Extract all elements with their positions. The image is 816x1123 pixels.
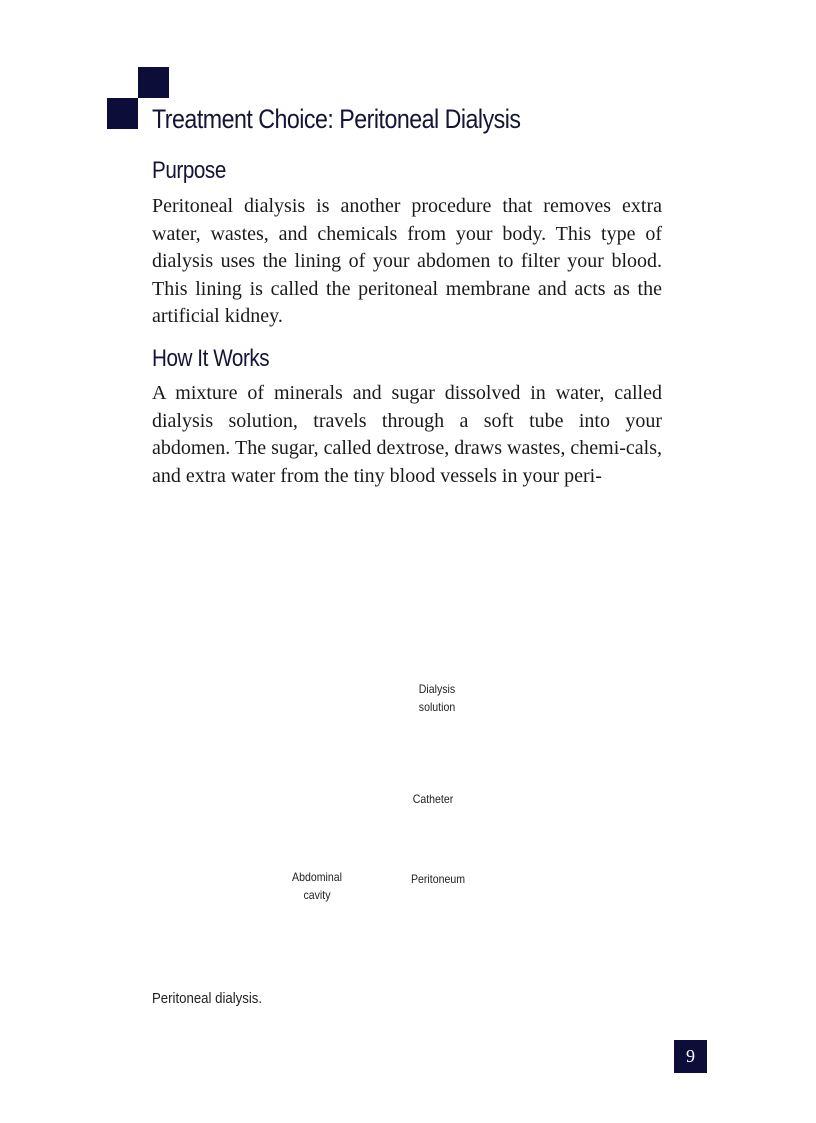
peritoneum-label: Peritoneum <box>410 872 466 886</box>
how-it-works-paragraph: A mixture of minerals and sugar dissolved in water, called dialysis solution, travels through a soft tube into your abdomen. The sugar, called dextrose, draws wastes, chemi-cals, and extra water from the tiny blood vessels in your peri- <box>152 382 662 487</box>
dialysis-solution-label-line2: solution <box>418 700 456 714</box>
dialysis-solution-label-line1: Dialysis <box>418 682 456 696</box>
page-number: 9 <box>686 1046 695 1066</box>
figure-caption: Peritoneal dialysis. <box>152 990 263 1007</box>
decorative-square-top <box>138 67 169 98</box>
peritoneal-dialysis-figure <box>152 500 712 980</box>
abdominal-cavity-label-line2: cavity <box>303 888 331 902</box>
purpose-heading: Purpose <box>152 157 226 184</box>
purpose-paragraph: Peritoneal dialysis is another procedure that removes extra water, wastes, and chemicals from your body. This type of dialysis uses the lining of your abdomen to filter your blood. This lining is called the peritoneal membrane and acts as the artificial kidney. <box>152 195 662 327</box>
abdominal-cavity-label-line1: Abdominal <box>292 870 342 884</box>
page-number-badge <box>674 1040 707 1073</box>
dialysis-solution-label <box>410 680 465 716</box>
catheter-label: Catheter <box>412 792 454 806</box>
decorative-square-bottom <box>107 98 138 129</box>
page-title: Treatment Choice: Peritoneal Dialysis <box>152 104 521 134</box>
how-it-works-heading: How It Works <box>152 345 270 372</box>
abdominal-cavity-label <box>286 868 348 904</box>
